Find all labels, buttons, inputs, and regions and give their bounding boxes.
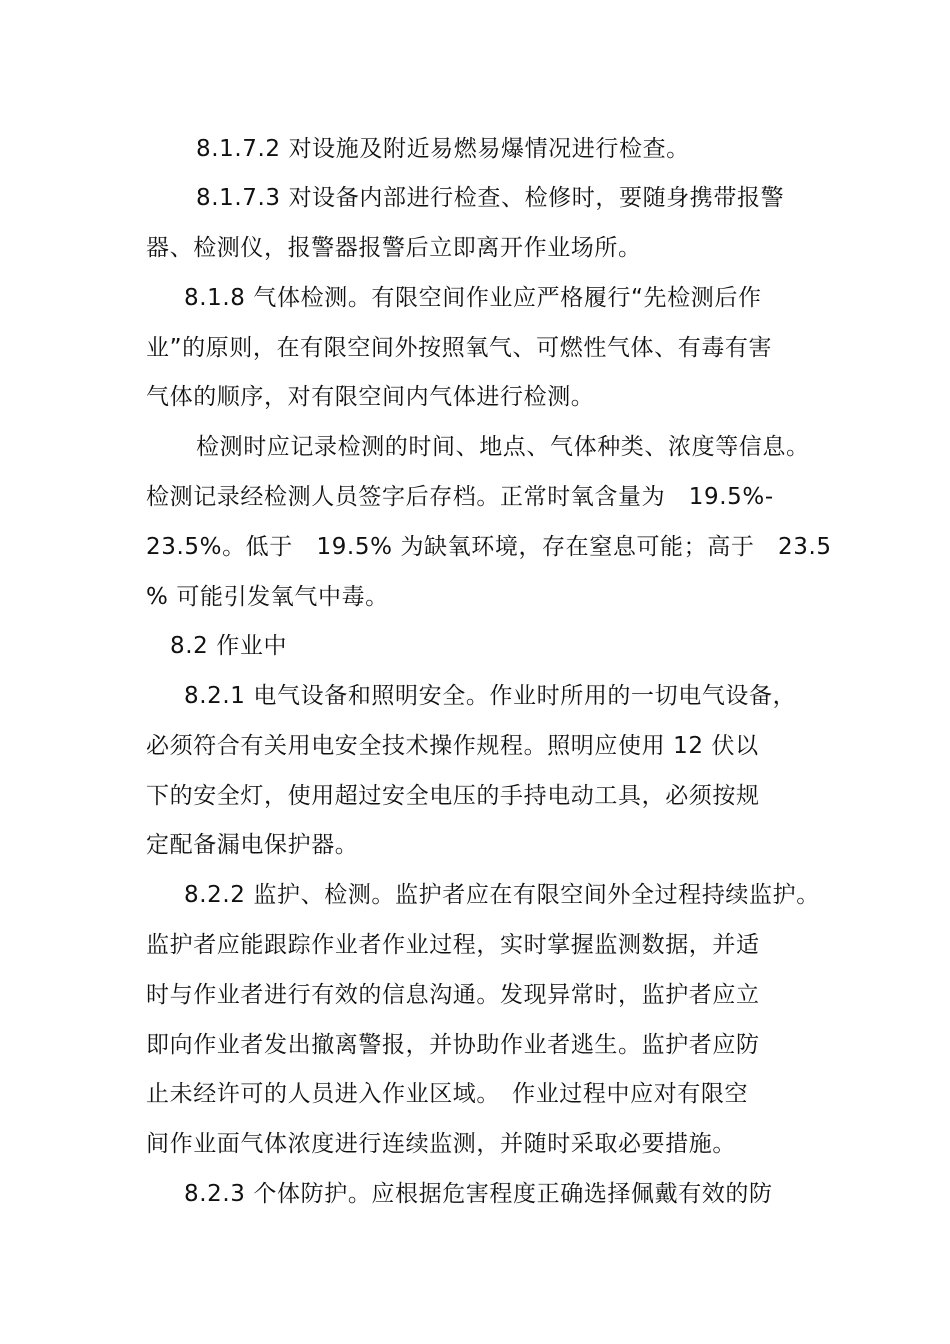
text-line: 8.1.7.3 对设备内部进行检查、检修时，要随身携带报警 [196,185,785,211]
text-line: 监护者应能跟踪作业者作业过程，实时掌握监测数据，并适 [146,932,760,958]
text-line: 8.2.2 监护、检测。监护者应在有限空间外全过程持续监护。 [184,882,820,908]
text-line: 检测时应记录检测的时间、地点、气体种类、浓度等信息。 [196,434,810,460]
text-line: % 可能引发氧气中毒。 [146,584,389,610]
text-line: 下的安全灯，使用超过安全电压的手持电动工具，必须按规 [146,783,760,809]
text-line: 器、检测仪，报警器报警后立即离开作业场所。 [146,235,642,261]
text-line: 间作业面气体浓度进行连续监测，并随时采取必要措施。 [146,1131,736,1157]
text-line: 8.1.8 气体检测。有限空间作业应严格履行“先检测后作 [184,285,762,311]
text-line: 检测记录经检测人员签字后存档。正常时氧含量为 19.5%- [146,484,774,510]
text-line: 8.2.1 电气设备和照明安全。作业时所用的一切电气设备， [184,683,797,709]
text-line: 23.5%。低于 19.5% 为缺氧环境，存在窒息可能；高于 23.5 [146,534,832,560]
text-line: 业”的原则，在有限空间外按照氧气、可燃性气体、有毒有害 [146,335,773,361]
text-line: 必须符合有关用电安全技术操作规程。照明应使用 12 伏以 [146,733,759,759]
text-line: 止未经许可的人员进入作业区域。 作业过程中应对有限空 [146,1081,749,1107]
text-line: 气体的顺序，对有限空间内气体进行检测。 [146,384,595,410]
text-line: 定配备漏电保护器。 [146,832,359,858]
text-line: 时与作业者进行有效的信息沟通。发现异常时，监护者应立 [146,982,760,1008]
text-line: 8.1.7.2 对设施及附近易燃易爆情况进行检查。 [196,136,690,162]
section-heading: 8.2 作业中 [170,633,288,659]
text-line: 即向作业者发出撤离警报，并协助作业者逃生。监护者应防 [146,1032,760,1058]
text-line: 8.2.3 个体防护。应根据危害程度正确选择佩戴有效的防 [184,1181,773,1207]
